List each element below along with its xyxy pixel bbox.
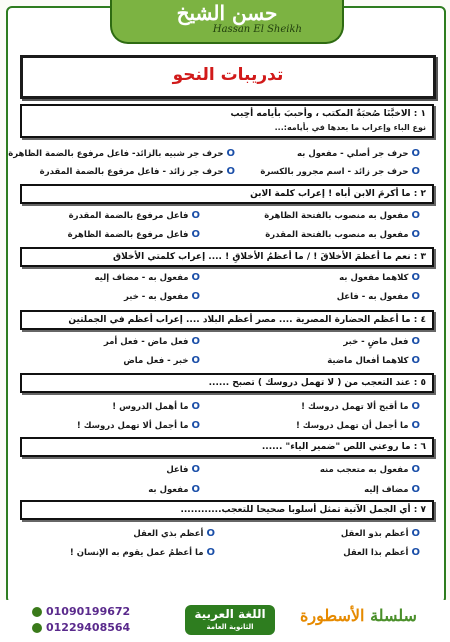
option-6b[interactable]: Oفاعل [166, 464, 200, 475]
subject-badge: اللغة العربية الثانوية العامة [185, 605, 275, 635]
logo-english: Hassan El Sheikh [212, 24, 302, 35]
question-3 [20, 247, 434, 267]
option-radio-icon: O [191, 229, 200, 240]
option-1d[interactable]: Oحرف جر زائد - فاعل مرفوع بالضمة المقدرة [39, 166, 235, 177]
option-radio-icon: O [411, 336, 420, 347]
page-title: تدريبات النحو [172, 65, 284, 85]
option-radio-icon: O [411, 291, 420, 302]
option-4d[interactable]: Oخبر - فعل ماض [123, 355, 200, 366]
question-text: ١ : الاخبَّنَا صُحبَةُ المكتب ، وأحببَ بأيامه أحِبب [230, 109, 426, 119]
option-radio-icon: O [411, 464, 420, 475]
option-radio-icon: O [191, 355, 200, 366]
question-1 [20, 104, 434, 138]
question-2 [20, 184, 434, 204]
option-1a[interactable]: Oحرف جر أصلي - مفعول به [297, 148, 420, 159]
option-2d[interactable]: Oفاعل مرفوع بالضمة الظاهرة [67, 229, 200, 240]
option-7c[interactable]: Oأعظم بذا العقل [343, 547, 420, 558]
option-radio-icon: O [191, 401, 200, 412]
option-radio-icon: O [411, 484, 420, 495]
phone-numbers [32, 604, 130, 636]
option-7b[interactable]: Oأعظم بذي العقل [133, 528, 215, 539]
question-6 [20, 437, 434, 457]
option-radio-icon: O [411, 210, 420, 221]
option-radio-icon: O [191, 420, 200, 431]
option-4a[interactable]: Oفعل ماضٍ - خبر [343, 336, 420, 347]
option-radio-icon: O [411, 148, 420, 159]
option-radio-icon: O [191, 464, 200, 475]
option-radio-icon: O [411, 272, 420, 283]
option-radio-icon: O [411, 420, 420, 431]
option-5a[interactable]: Oما أقبح ألا تهمل دروسك ! [301, 401, 420, 412]
header-banner [110, 0, 344, 44]
option-1c[interactable]: Oحرف جر زائد - اسم مجرور بالكسرة [260, 166, 420, 177]
option-radio-icon: O [411, 401, 420, 412]
option-4c[interactable]: Oكلاهما أفعال ماضية [327, 355, 420, 366]
question-text: ٤ : ما أعظم الحضارة المصرية .... مصر أعظم البلاد .... إعراب أعظم في الجملتين [68, 315, 426, 325]
option-3a[interactable]: Oكلاهما مفعول به [339, 272, 420, 283]
question-text: ٣ : نعم ما أعظمَ الأخلاقَ ! / ما أعظمُ الأخلاقِ ! .... إعراب كلمتي الأخلاق [113, 252, 426, 262]
question-7 [20, 500, 434, 520]
title-box [20, 55, 436, 99]
question-text: ٧ : أي الجمل الآتية تمثل أسلوبا صحيحا للتعجب............ [180, 505, 426, 515]
option-7d[interactable]: Oما أعظمُ عمل يقوم به الإنسان ! [69, 547, 215, 558]
option-3d[interactable]: Oمفعول به - خبر [123, 291, 200, 302]
phone-icon [32, 623, 42, 633]
option-5b[interactable]: Oما أهمل الدروس ! [112, 401, 200, 412]
option-5c[interactable]: Oما أجمل أن تهمل دروسك ! [295, 420, 420, 431]
series-logo: سلسلة الأسطورة [300, 606, 417, 625]
option-2a[interactable]: Oمفعول به منصوب بالفتحة الظاهرة [264, 210, 420, 221]
phone-1: 01090199672 [32, 604, 130, 620]
question-text: ٢ : ما أكرمَ الابن أباه ! إعراب كلمة الابن [250, 189, 426, 199]
question-4 [20, 310, 434, 330]
option-radio-icon: O [191, 210, 200, 221]
phone-2: 01229408564 [32, 620, 130, 636]
option-7a[interactable]: Oأعظم بذو العقل [340, 528, 420, 539]
option-1b[interactable]: Oحرف جر شبيه بالزائد- فاعل مرفوع بالضمة الظاهرة [8, 148, 235, 159]
option-radio-icon: O [191, 484, 200, 495]
question-5 [20, 373, 434, 393]
option-radio-icon: O [411, 547, 420, 558]
option-radio-icon: O [411, 355, 420, 366]
option-2c[interactable]: Oمفعول به منصوب بالفتحة المقدرة [265, 229, 420, 240]
option-2b[interactable]: Oفاعل مرفوع بالضمة المقدرة [68, 210, 200, 221]
question-subtext: نوع الباء وإعراب ما بعدها في بأيامه:... [274, 123, 426, 132]
option-radio-icon: O [226, 148, 235, 159]
option-radio-icon: O [206, 528, 215, 539]
option-3b[interactable]: Oمفعول به - مضاف إليه [94, 272, 200, 283]
option-radio-icon: O [191, 291, 200, 302]
option-radio-icon: O [191, 272, 200, 283]
question-text: ٦ : ما روعني اللص "ضمير الياء" ...... [261, 442, 426, 452]
option-radio-icon: O [411, 229, 420, 240]
option-6a[interactable]: Oمفعول به متعجب منه [319, 464, 420, 475]
option-5d[interactable]: Oما أجمل ألا تهمل دروسك ! [76, 420, 200, 431]
option-6c[interactable]: Oمضاف إليه [364, 484, 420, 495]
option-radio-icon: O [411, 166, 420, 177]
phone-icon [32, 607, 42, 617]
option-radio-icon: O [191, 336, 200, 347]
option-radio-icon: O [226, 166, 235, 177]
question-text: ٥ : عند التعجب من ( لا تهمل دروسك ) تصبح ...... [208, 378, 426, 388]
option-radio-icon: O [206, 547, 215, 558]
option-6d[interactable]: Oمفعول به [148, 484, 200, 495]
option-radio-icon: O [411, 528, 420, 539]
logo-arabic: حسن الشيخ [176, 1, 278, 25]
option-3c[interactable]: Oمفعول به - فاعل [336, 291, 420, 302]
option-4b[interactable]: Oفعل ماض - فعل أمر [103, 336, 200, 347]
